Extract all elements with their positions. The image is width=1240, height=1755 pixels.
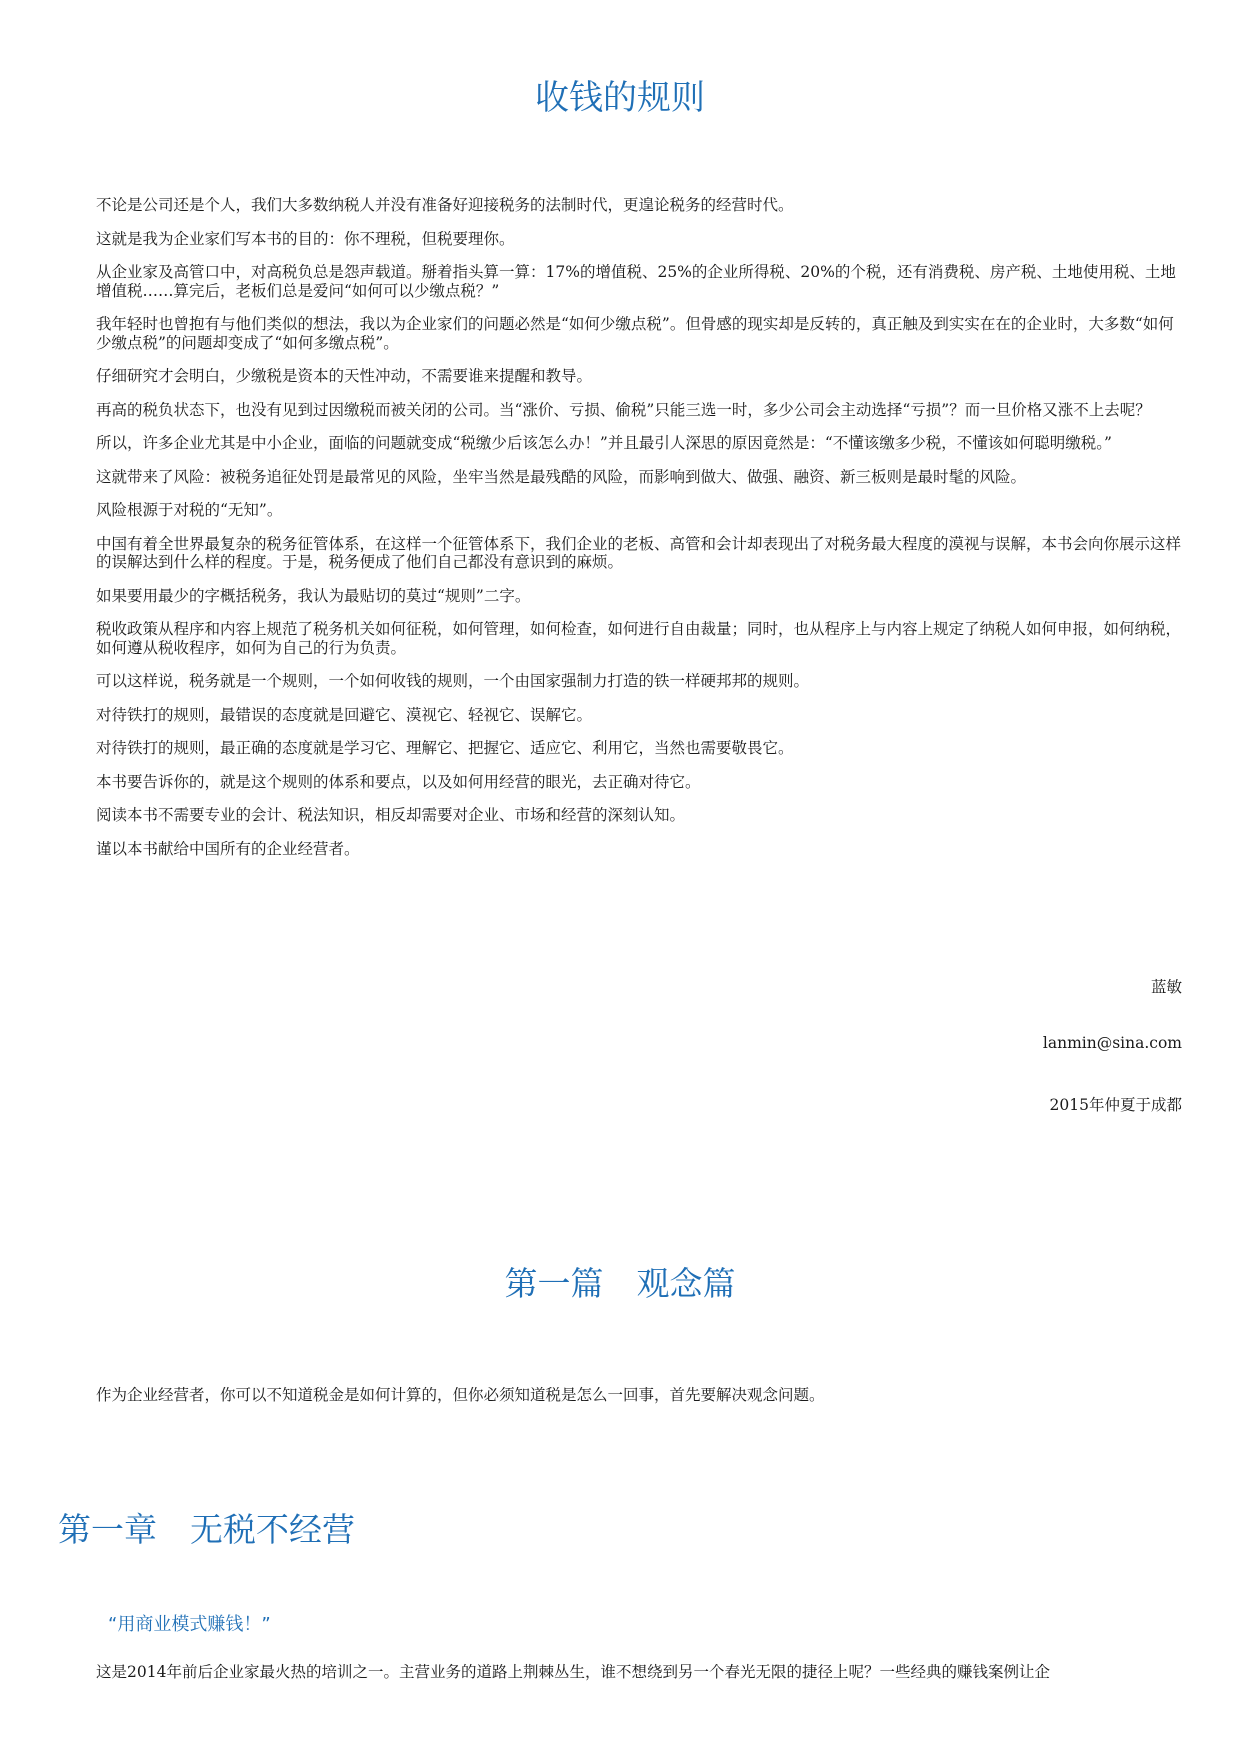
preface-title: 收钱的规则: [535, 78, 705, 118]
date-place: 2015年仲夏于成都: [1049, 1096, 1182, 1114]
chapter-title: 第一章 无税不经营: [58, 1510, 355, 1549]
paragraph: 中国有着全世界最复杂的税务征管体系，在这样一个征管体系下，我们企业的老板、高管和会计却表现出了对税务最大程度的漠视与误解，本书会向你展示这样的误解达到什么样的程度。于是，税务便成了他们自己都没有意识到的麻烦。: [96, 534, 1182, 571]
chapter-first-line: 这是2014年前后企业家最火热的培训之一。主营业务的道路上荆棘丛生，谁不想绕到另一个春光无限的捷径上呢？一些经典的赚钱案例让企: [96, 1663, 1050, 1681]
section-title: “用商业模式赚钱！”: [108, 1614, 271, 1635]
paragraph: 可以这样说，税务就是一个规则，一个如何收钱的规则，一个由国家强制力打造的铁一样硬邦邦的规则。: [96, 672, 810, 690]
author-email: lanmin@sina.com: [1042, 1034, 1182, 1052]
paragraph: 对待铁打的规则，最正确的态度就是学习它、理解它、把握它、适应它、利用它，当然也需要敬畏它。: [96, 739, 794, 757]
paragraph: 仔细研究才会明白，少缴税是资本的天性冲动，不需要谁来提醒和教导。: [96, 367, 593, 385]
part-intro: 作为企业经营者，你可以不知道税金是如何计算的，但你必须知道税是怎么一回事，首先要解决观念问题。: [96, 1386, 825, 1404]
paragraph: 如果要用最少的字概括税务，我认为最贴切的莫过“规则”二字。: [96, 586, 531, 605]
preface-body: [96, 196, 1186, 873]
paragraph: 对待铁打的规则，最错误的态度就是回避它、漠视它、轻视它、误解它。: [96, 705, 593, 724]
paragraph: 这就带来了风险：被税务追征处罚是最常见的风险，坐牢当然是最残酷的风险，而影响到做大、做强、融资、新三板则是最时髦的风险。: [96, 467, 1027, 486]
paragraph: 不论是公司还是个人，我们大多数纳税人并没有准备好迎接税务的法制时代，更遑论税务的经营时代。: [96, 196, 794, 214]
paragraph: 我年轻时也曾抱有与他们类似的想法，我以为企业家们的问题必然是“如何少缴点税”。但骨感的现实却是反转的，真正触及到实实在在的企业时，大多数“如何少缴点税”的问题却变成了“如何多缴点税”。: [96, 315, 1174, 352]
paragraph: 从企业家及高管口中，对高税负总是怨声载道。掰着指头算一算：17%的增值税、25%的企业所得税、20%的个税，还有消费税、房产税、土地使用税、土地增值税……算完后，老板们总是爱问“如何可以少缴点税？”: [96, 263, 1176, 300]
paragraph: 所以，许多企业尤其是中小企业，面临的问题就变成“税缴少后该怎么办！”并且最引人深思的原因竟然是：“不懂该缴多少税，不懂该如何聪明缴税。”: [96, 434, 1112, 452]
paragraph: 本书要告诉你的，就是这个规则的体系和要点，以及如何用经营的眼光，去正确对待它。: [96, 772, 701, 791]
paragraph: 这就是我为企业家们写本书的目的：你不理税，但税要理你。: [96, 229, 515, 248]
paragraph: 阅读本书不需要专业的会计、税法知识，相反却需要对企业、市场和经营的深刻认知。: [96, 806, 686, 824]
paragraph: 税收政策从程序和内容上规范了税务机关如何征税，如何管理，如何检查，如何进行自由裁量；同时，也从程序上与内容上规定了纳税人如何申报，如何纳税，如何遵从税收程序，如何为自己的行为负责。: [96, 620, 1182, 657]
paragraph: 谨以本书献给中国所有的企业经营者。: [96, 839, 360, 858]
paragraph: 再高的税负状态下，也没有见到过因缴税而被关闭的公司。当“涨价、亏损、偷税”只能三选一时，多少公司会主动选择“亏损”？而一旦价格又涨不上去呢？: [96, 400, 1151, 419]
author-name: 蓝敏: [1150, 978, 1182, 996]
paragraph: 风险根源于对税的“无知”。: [96, 501, 283, 519]
part-title: 第一篇 观念篇: [504, 1264, 736, 1303]
